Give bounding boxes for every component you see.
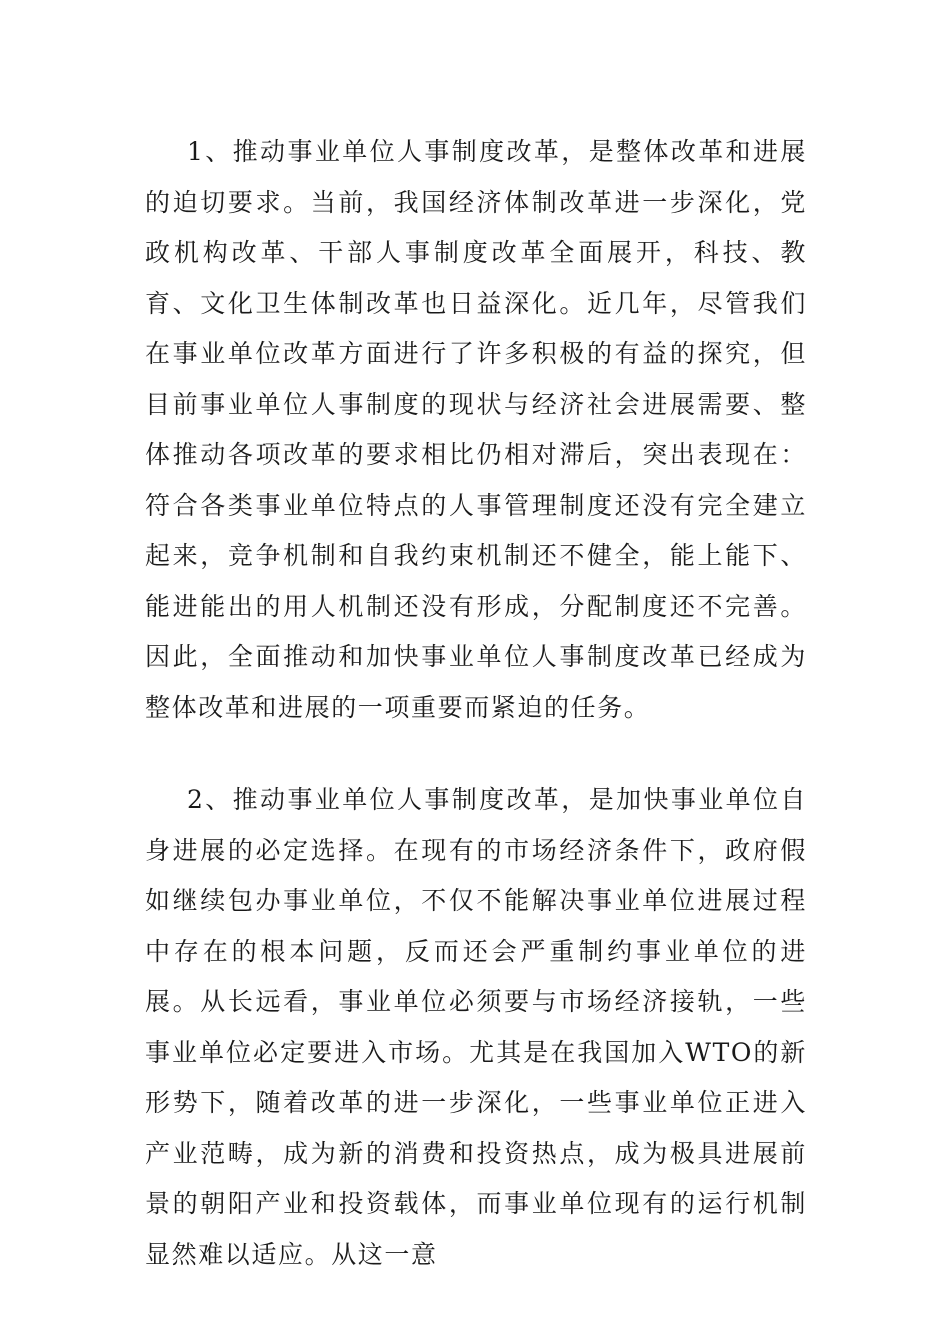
paragraph-1: 1、推动事业单位人事制度改革，是整体改革和进展的迫切要求。当前，我国经济体制改革进一步深化，党政机构改革、干部人事制度改革全面展开，科技、教育、文化卫生体制改革也日益深化。近几年，尽管我们在事业单位改革方面进行了许多积极的有益的探究，但目前事业单位人事制度的现状与经济社会进展需要、整体推动各项改革的要求相比仍相对滞后，突出表现在：符合各类事业单位特点的人事管理制度还没有完全建立起来，竞争机制和自我约束机制还不健全，能上能下、能进能出的用人机制还没有形成，分配制度还不完善。因此，全面推动和加快事业单位人事制度改革已经成为整体改革和进展的一项重要而紧迫的任务。 [145,137,807,722]
paragraph-2: 2、推动事业单位人事制度改革，是加快事业单位自身进展的必定选择。在现有的市场经济条件下，政府假如继续包办事业单位，不仅不能解决事业单位进展过程中存在的根本问题，反而还会严重制约事业单位的进展。从长远看，事业单位必须要与市场经济接轨，一些事业单位必定要进入市场。尤其是在我国加入WTO的新形势下，随着改革的进一步深化，一些事业单位正进入产业范畴，成为新的消费和投资热点，成为极具进展前景的朝阳产业和投资载体，而事业单位现有的运行机制显然难以适应。从这一意 [145,785,807,1269]
